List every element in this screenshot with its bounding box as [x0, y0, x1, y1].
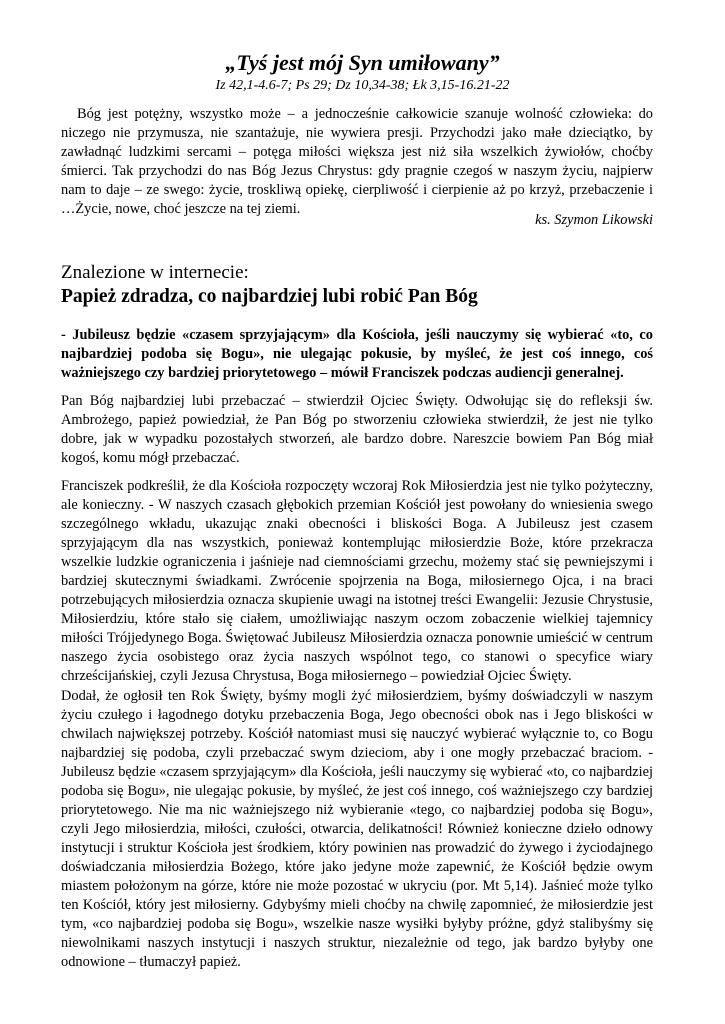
author-signature: ks. Szymon Likowski	[535, 212, 653, 228]
intro-paragraph: Bóg jest potężny, wszystko może – a jednocześnie całkowicie szanuje wolność człowieka: do niczego nie przymusza, nie szantażuje, nie wywiera presji. Przychodzi jako małe dzieciątko, by zawładnąć ludzkimi sercami – potęga miłości większa jest niż siła wszelkich żywiołów, choćby śmierci. Tak przychodzi do nas Bóg Jezus Chrystus: gdy pragnie czegoś w naszym życiu, najpierw nam to daje – ze swego: życie, troskliwą opiekę, cierpliwość i cierpienie aż po krzyż, przebaczenie i …Życie, nowe, choć jeszcze na tej ziemi.	[61, 106, 653, 217]
article-lead: - Jubileusz będzie «czasem sprzyjającym» dla Kościoła, jeśli nauczymy się wybierać «to, co najbardziej podoba się Bogu», nie ulegając pokusie, by myśleć, że jest coś innego, coś ważniejszego czy bardziej priorytetowego – mówił Franciszek podczas audiencji generalnej.	[61, 327, 653, 381]
scripture-references: Iz 42,1-4.6-7; Ps 29; Dz 10,34-38; Łk 3,15-16.21-22	[215, 78, 510, 93]
article-headline: Papież zdradza, co najbardziej lubi robić Pan Bóg	[61, 286, 478, 307]
article-paragraph-1: Pan Bóg najbardziej lubi przebaczać – stwierdził Ojciec Święty. Odwołując się do refleksji św. Ambrożego, papież powiedział, że Pan Bóg po stworzeniu człowieka stwierdził, że jest nie tylko dobre, jak w wypadku pozostałych stworzeń, ale bardzo dobre. Nareszcie bowiem Pan Bóg miał kogoś, komu mógł przebaczać.	[61, 393, 653, 466]
page-title: „Tyś jest mój Syn umiłowany”	[225, 50, 500, 75]
section-label: Znalezione w internecie:	[61, 262, 249, 283]
article-paragraph-3: Dodał, że ogłosił ten Rok Święty, byśmy mogli żyć miłosierdziem, byśmy doświadczyli w naszym życiu czułego i łagodnego dotyku przebaczenia Boga, Jego obecności obok nas i Jego bliskości w chwilach największej potrzeby. Kościół natomiast musi się nauczyć wybierać wyłącznie to, co Bogu najbardziej się podoba, czyli przebaczać swym dzieciom, aby i one mogły przebaczać braciom. - Jubileusz będzie «czasem sprzyjającym» dla Kościoła, jeśli nauczymy się wybierać «to, co najbardziej podoba się Bogu», nie ulegając pokusie, by myśleć, że jest coś innego, coś ważniejszego czy bardziej priorytetowego. Nie ma nic ważniejszego niż wybieranie «tego, co najbardziej podoba się Bogu», czyli Jego miłosierdzia, miłości, czułości, otwarcia, delikatności! Również konieczne dzieło odnowy instytucji i struktur Kościoła jest środkiem, który powinien nas prowadzić do żywego i życiodajnego doświadczania miłosierdzia Bożego, które jako jedyne może zapewnić, że Kościół będzie owym miastem położonym na górze, które nie może pozostać w ukryciu (por. Mt 5,14). Jaśnieć może tylko ten Kościół, który jest miłosierny. Gdybyśmy mieli choćby na chwilę zapomnieć, że miłosierdzie jest tym, «co najbardziej podoba się Bogu», wszelkie nasze wysiłki byłyby próżne, gdyż stalibyśmy się niewolnikami naszych instytucji i naszych struktur, niezależnie od tego, jak bardzo byłyby one odnowione – tłumaczył papież.	[61, 688, 653, 970]
article-paragraph-2: Franciszek podkreślił, że dla Kościoła rozpoczęty wczoraj Rok Miłosierdzia jest nie tylko pożyteczny, ale konieczny. - W naszych czasach głębokich przemian Kościół jest powołany do wniesienia swego szczególnego wkładu, ukazując znaki obecności i bliskości Boga. A Jubileusz jest czasem sprzyjającym dla nas wszystkich, ponieważ kontemplując miłosierdzie Boże, które przekracza wszelkie ludzkie ograniczenia i jaśnieje nad ciemnościami grzechu, możemy stać się pewniejszymi i bardziej skutecznymi świadkami. Zwrócenie spojrzenia na Boga, miłosiernego Ojca, i na braci potrzebujących miłosierdzia oznacza skupienie uwagi na istotnej treści Ewangelii: Jezusie Chrystusie, Miłosierdziu, które stało się ciałem, umożliwiając naszym oczom zobaczenie wielkiej tajemnicy miłości Trójjedynego Boga. Świętować Jubileusz Miłosierdzia oznacza ponownie umieścić w centrum naszego życia osobistego oraz życia naszych wspólnot tego, co stanowi o specyfice wiary chrześcijańskiej, czyli Jezusa Chrystusa, Boga miłosiernego – powiedział Ojciec Święty.	[61, 478, 653, 684]
